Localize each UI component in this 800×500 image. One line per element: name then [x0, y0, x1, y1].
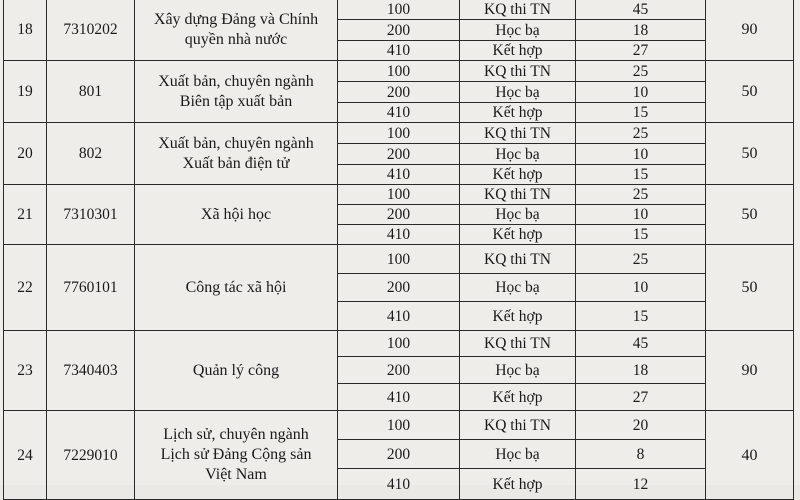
program-total-cell: 50 [706, 61, 794, 123]
method-label-cell: Kết hợp [460, 165, 576, 185]
method-code-cell: 200 [338, 205, 460, 225]
program-code-cell: 7340403 [47, 331, 135, 411]
program-code-cell: 802 [47, 123, 135, 185]
method-code-cell: 200 [338, 357, 460, 384]
method-code-cell: 100 [338, 331, 460, 357]
method-label-cell: KQ thi TN [460, 185, 576, 205]
method-code-cell: 410 [338, 165, 460, 185]
method-label-cell: KQ thi TN [460, 245, 576, 274]
method-quota-cell: 25 [576, 123, 706, 144]
program-name-line: Việt Nam [205, 466, 267, 483]
method-label-cell: Học bạ [460, 274, 576, 302]
program-name-line: Lịch sử Đảng Cộng sản [160, 446, 312, 463]
method-label-cell: Học bạ [460, 144, 576, 165]
method-code-cell: 200 [338, 440, 460, 469]
method-label-cell: KQ thi TN [460, 61, 576, 82]
program-name-cell [135, 61, 338, 123]
method-label-cell: Học bạ [460, 205, 576, 225]
admission-quota-table [3, 0, 794, 500]
table-body [4, 0, 794, 500]
row-number-cell: 23 [4, 331, 47, 411]
program-total-cell: 90 [706, 331, 794, 411]
row-number-cell: 20 [4, 123, 47, 185]
program-name-line: Biên tập xuất bản [179, 92, 293, 110]
table-row [4, 245, 794, 274]
row-number-cell: 19 [4, 61, 47, 123]
method-label-cell: KQ thi TN [460, 331, 576, 357]
method-quota-cell: 10 [576, 144, 706, 165]
program-code-cell: 7310301 [47, 185, 135, 245]
method-label-cell: Học bạ [460, 440, 576, 469]
method-code-cell: 410 [338, 225, 460, 245]
method-code-cell: 410 [338, 41, 460, 61]
program-name-line: Xuất bản, chuyên ngành [158, 134, 314, 152]
method-quota-cell: 15 [576, 103, 706, 123]
program-total-cell: 40 [706, 411, 794, 500]
method-code-cell: 100 [338, 61, 460, 82]
program-name-cell [135, 123, 338, 185]
method-code-cell: 200 [338, 82, 460, 103]
program-name-line: Quản lý công [192, 361, 280, 379]
program-name-cell [135, 0, 338, 61]
program-name-line: quyền nhà nước [184, 30, 288, 48]
method-code-cell: 200 [338, 20, 460, 41]
table-row [4, 0, 794, 20]
method-code-cell: 100 [338, 411, 460, 440]
method-quota-cell: 45 [576, 0, 706, 20]
program-name-line: Xây dựng Đảng và Chính [153, 10, 319, 28]
method-quota-cell: 45 [576, 331, 706, 357]
method-quota-cell: 15 [576, 165, 706, 185]
method-code-cell: 410 [338, 469, 460, 500]
program-total-cell: 50 [706, 185, 794, 245]
row-number-cell: 22 [4, 245, 47, 331]
program-name-cell [135, 331, 338, 411]
method-label-cell: Học bạ [460, 82, 576, 103]
program-code-cell: 7760101 [47, 245, 135, 331]
method-quota-cell: 20 [576, 411, 706, 440]
method-label-cell: KQ thi TN [460, 0, 576, 20]
method-code-cell: 100 [338, 185, 460, 205]
table-row [4, 331, 794, 357]
method-quota-cell: 15 [576, 225, 706, 245]
method-quota-cell: 18 [576, 357, 706, 384]
method-quota-cell: 25 [576, 61, 706, 82]
method-code-cell: 200 [338, 144, 460, 165]
method-quota-cell: 27 [576, 384, 706, 411]
program-total-cell: 90 [706, 0, 794, 61]
table-row [4, 185, 794, 205]
row-number-cell: 24 [4, 411, 47, 500]
table-row [4, 411, 794, 440]
method-quota-cell: 18 [576, 20, 706, 41]
method-code-cell: 410 [338, 384, 460, 411]
method-label-cell: Kết hợp [460, 41, 576, 61]
method-quota-cell: 27 [576, 41, 706, 61]
table-row [4, 123, 794, 144]
method-quota-cell: 12 [576, 469, 706, 500]
program-name-cell [135, 185, 338, 245]
method-label-cell: KQ thi TN [460, 411, 576, 440]
table-row [4, 61, 794, 82]
program-total-cell: 50 [706, 245, 794, 331]
method-code-cell: 100 [338, 245, 460, 274]
method-label-cell: Kết hợp [460, 384, 576, 411]
program-name-line: Lịch sử, chuyên ngành [163, 426, 309, 443]
method-quota-cell: 10 [576, 205, 706, 225]
program-code-cell: 801 [47, 61, 135, 123]
method-quota-cell: 10 [576, 82, 706, 103]
method-label-cell: Kết hợp [460, 469, 576, 500]
method-quota-cell: 10 [576, 274, 706, 302]
method-code-cell: 410 [338, 302, 460, 331]
method-label-cell: Học bạ [460, 20, 576, 41]
method-quota-cell: 25 [576, 245, 706, 274]
method-label-cell: Kết hợp [460, 225, 576, 245]
program-code-cell: 7310202 [47, 0, 135, 61]
method-label-cell: Kết hợp [460, 302, 576, 331]
method-quota-cell: 15 [576, 302, 706, 331]
method-code-cell: 100 [338, 123, 460, 144]
method-code-cell: 410 [338, 103, 460, 123]
method-label-cell: KQ thi TN [460, 123, 576, 144]
method-label-cell: Học bạ [460, 357, 576, 384]
method-quota-cell: 25 [576, 185, 706, 205]
program-name-line: Xuất bản điện tử [182, 154, 290, 172]
method-code-cell: 200 [338, 274, 460, 302]
row-number-cell: 18 [4, 0, 47, 61]
row-number-cell: 21 [4, 185, 47, 245]
program-name-line: Xã hội học [200, 205, 272, 223]
program-code-cell: 7229010 [47, 411, 135, 500]
program-total-cell: 50 [706, 123, 794, 185]
method-code-cell: 100 [338, 0, 460, 20]
program-name-cell [135, 245, 338, 331]
program-name-line: Công tác xã hội [185, 278, 287, 296]
method-label-cell: Kết hợp [460, 103, 576, 123]
program-name-line: Xuất bản, chuyên ngành [158, 72, 314, 90]
method-quota-cell: 8 [576, 440, 706, 469]
program-name-cell [135, 411, 338, 500]
